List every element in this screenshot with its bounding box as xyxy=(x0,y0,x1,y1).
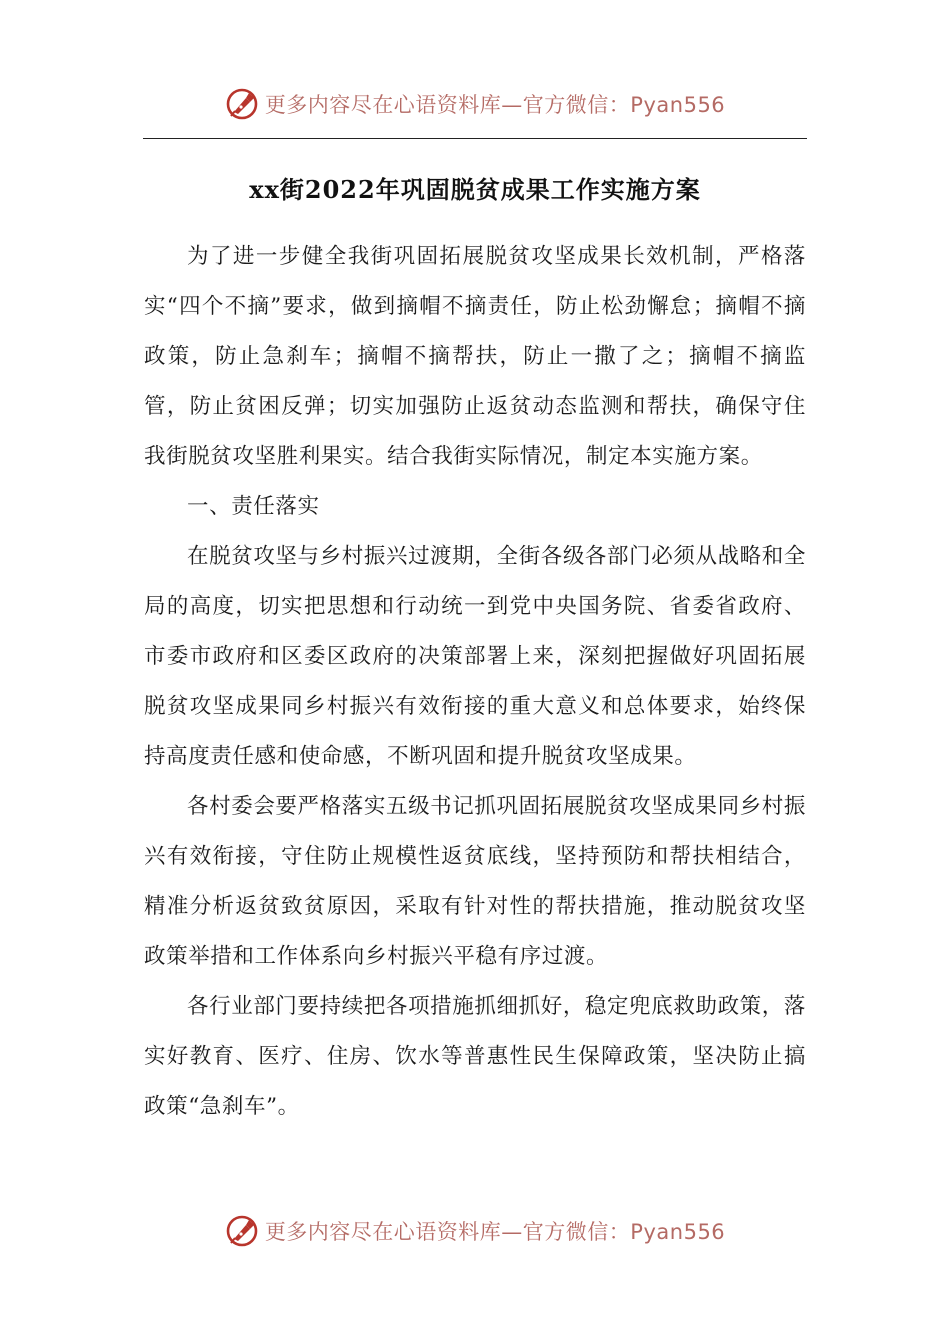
section-heading: 一、责任落实 xyxy=(187,494,320,519)
intro-paragraph: 为了进一步健全我街巩固拓展脱贫攻坚成果长效机制，严格落实“四个不摘”要求，做到摘帽不摘责任，防止松劲懈怠；摘帽不摘政策，防止急刹车；摘帽不摘帮扶，防止一撒了之；摘帽不摘监管，防止贫困反弹；切实加强防止返贫动态监测和帮扶，确保守住我街脱贫攻坚胜利果实。结合我街实际情况，制定本实施方案。 xyxy=(144,244,806,469)
body-paragraph: 在脱贫攻坚与乡村振兴过渡期，全街各级各部门必须从战略和全局的高度，切实把思想和行动统一到党中央国务院、省委省政府、市委市政府和区委区政府的决策部署上来，深刻把握做好巩固拓展脱贫攻坚成果同乡村振兴有效衔接的重大意义和总体要求，始终保持高度责任感和使命感，不断巩固和提升脱贫攻坚成果。 xyxy=(144,544,806,769)
document-body xyxy=(144,232,806,1132)
footer-watermark-text: 更多内容尽在心语资料库—官方微信：Pyan556 xyxy=(264,1220,726,1244)
header-watermark xyxy=(0,84,950,124)
header-watermark-text: 更多内容尽在心语资料库—官方微信：Pyan556 xyxy=(264,93,726,117)
pen-nib-seal-icon xyxy=(225,87,259,121)
body-paragraph: 各村委会要严格落实五级书记抓巩固拓展脱贫攻坚成果同乡村振兴有效衔接，守住防止规模性返贫底线，坚持预防和帮扶相结合，精准分析返贫致贫原因，采取有针对性的帮扶措施，推动脱贫攻坚政策举措和工作体系向乡村振兴平稳有序过渡。 xyxy=(144,794,806,969)
pen-nib-seal-icon xyxy=(225,1214,259,1248)
header-divider xyxy=(143,138,807,139)
document-title: xx街2022年巩固脱贫成果工作实施方案 xyxy=(249,175,701,204)
body-paragraph: 各行业部门要持续把各项措施抓细抓好，稳定兜底救助政策，落实好教育、医疗、住房、饮水等普惠性民生保障政策，坚决防止搞政策“急刹车”。 xyxy=(144,994,806,1119)
footer-watermark xyxy=(0,1211,950,1251)
